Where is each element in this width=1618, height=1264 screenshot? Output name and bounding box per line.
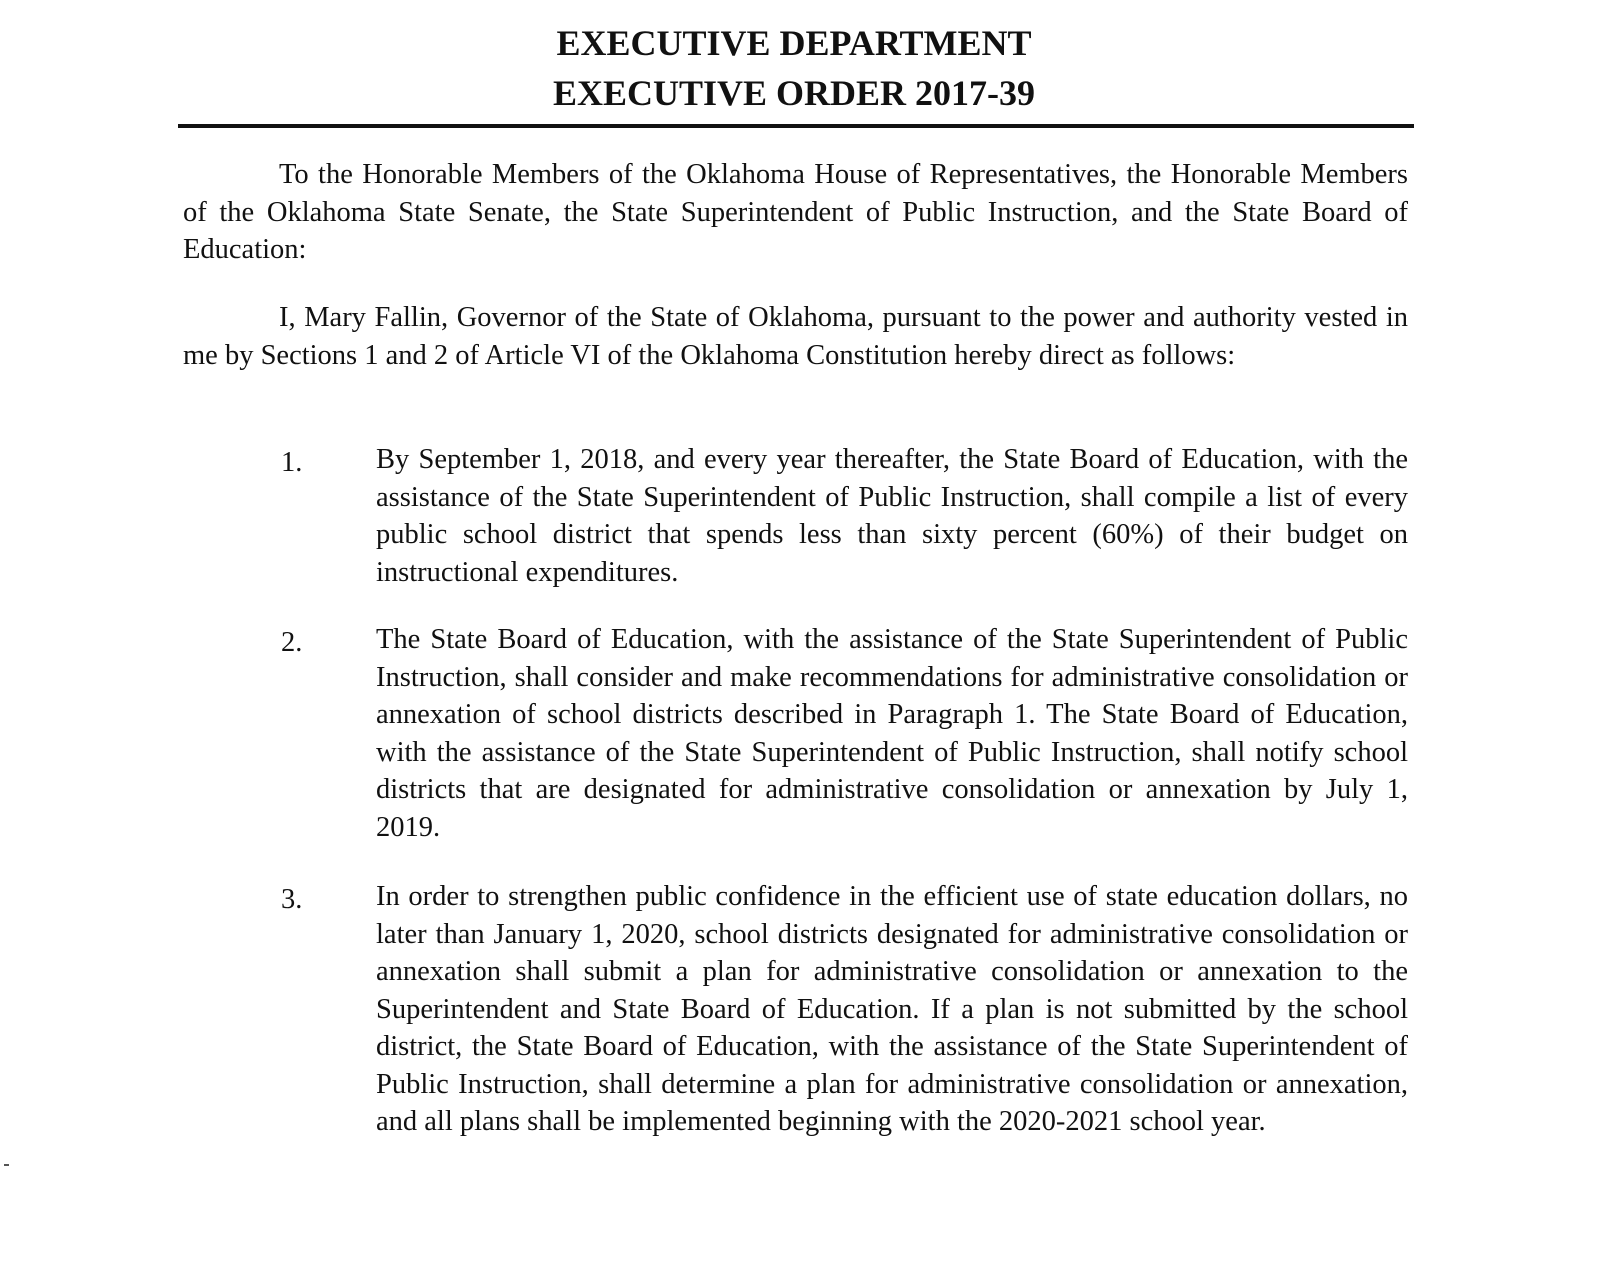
directive-item-text: In order to strengthen public confidence in the efficient use of state education dollars, no later than January 1, 2020, school districts designated for administrative consolidation or annexation shall submit a plan for administrative consolidation or annexation to the Superintendent and State Board of Education. If a plan is not submitted by the school district, the State Board of Education, with the assistance of the State Superintendent of Public Instruction, shall determine a plan for administrative consolidation or annexation, and all plans shall be implemented beginning with the 2020-2021 school year. (376, 881, 1408, 1137)
directive-item-text: By September 1, 2018, and every year thereafter, the State Board of Education, with the assistance of the State Superintendent of Public Instruction, shall compile a list of every public school district that spends less than sixty percent (60%) of their budget on instructional expenditures. (376, 444, 1408, 588)
order-title: EXECUTIVE ORDER 2017-39 (552, 73, 1036, 113)
salutation-text: To the Honorable Members of the Oklahoma House of Representatives, the Honorable Members of the Oklahoma State Senate, the State Superintendent of Public Instruction, and the State Board of Education: (183, 159, 1408, 265)
item-number: 1. (281, 447, 303, 478)
preamble-paragraph (183, 299, 1408, 374)
item-number: 2. (281, 627, 303, 658)
salutation-paragraph (183, 156, 1408, 269)
directive-item-text: The State Board of Education, with the assistance of the State Superintendent of Public Instruction, shall consider and make recommendations for administrative consolidation or annexation of school districts described in Paragraph 1. The State Board of Education, with the assistance of the State Superintendent of Public Instruction, shall notify school districts that are designated for administrative consolidation or annexation by July 1, 2019. (376, 624, 1408, 843)
header-divider (178, 124, 1414, 128)
scan-artifact (4, 1164, 9, 1166)
preamble-text: I, Mary Fallin, Governor of the State of Oklahoma, pursuant to the power and authority vested in me by Sections 1 and 2 of Article VI of the Oklahoma Constitution hereby direct as follows: (183, 302, 1408, 371)
item-number: 3. (281, 884, 303, 915)
department-heading: EXECUTIVE DEPARTMENT (556, 23, 1032, 63)
